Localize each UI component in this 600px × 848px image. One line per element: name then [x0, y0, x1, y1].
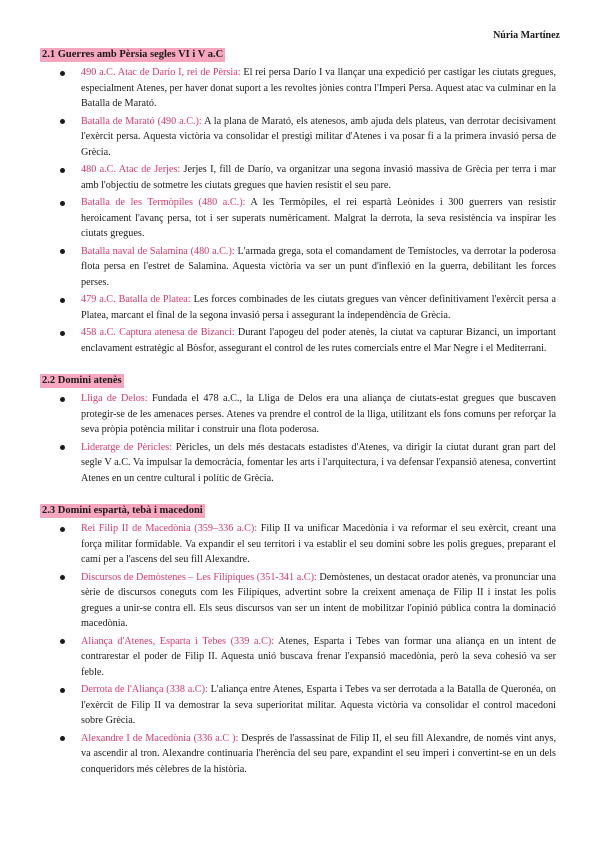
bullet-icon: [60, 575, 65, 580]
item-text: Després de l'assassinat de Filip II, el seu fill Alexandre, de només vint anys, va ascendir al tron. Alexandre continuaria l'herència del seu pare, expandint el seu imperi i convertint-se en un dels conqueridors més cèlebres de la història.: [81, 732, 557, 775]
section-heading: 2.1 Guerres amb Pèrsia segles VI i V a.C: [42, 49, 224, 60]
bullet-icon: [60, 639, 65, 644]
list-item: [81, 440, 556, 487]
bullet-icon: [60, 168, 65, 173]
item-lead: 480 a.C. Atac de Jerjes:: [81, 164, 181, 175]
section-heading: 2.2 Domini atenès: [42, 375, 122, 386]
item-lead: Alexandre I de Macedònia (336 a.C ):: [81, 732, 239, 744]
item-lead: Batalla de Marató (490 a.C.):: [81, 115, 202, 127]
bullet-icon: [60, 119, 65, 124]
section-heading: 2.3 Domini espartà, tebà i macedoni: [42, 505, 203, 516]
list-item: [81, 65, 556, 112]
item-text: Jerjes I, fill de Darío, va organitzar una segona invasió massiva de Grècia per terra i mar amb l'objectiu de sotmetre les ciutats gregues que havien resistit el seu pare.: [81, 164, 556, 191]
item-lead: Rei Filip II de Macedònia (359–336 a.C):: [81, 523, 258, 534]
item-text: A les Termòpiles, el rei espartà Leònides i 300 guerrers van resistir heroicament l'avanç persa, tot i ser superats numèricament. Malgrat la derrota, la seva resistència va inspirar les ciutats gregues.: [81, 197, 556, 239]
section-spartan-theban-macedonian: [40, 500, 556, 777]
item-lead: Lliga de Delos:: [81, 393, 148, 404]
bullet-icon: [60, 298, 65, 303]
list-item: [81, 195, 556, 242]
item-lead: Batalla de les Termòpiles (480 a.C.):: [81, 197, 246, 208]
item-text: A la plana de Marató, els atenesos, amb ajuda dels plateus, van derrotar decisivament l'exèrcit persa. Aquesta victòria va consolidar el prestigi militar d'Atenes i va posar fi a la primera invasió persa de Grècia.: [81, 115, 556, 158]
item-lead: 458 a.C. Captura atenesa de Bizanci:: [81, 327, 235, 338]
list-item: [81, 731, 556, 778]
bullet-icon: [60, 688, 65, 693]
item-text: Fundada el 478 a.C., la Lliga de Delos era una aliança de ciutats-estat gregues que buscaven protegir-se de les amenaces perses. Atenes va prendre el control de la lliga, utilitzant els fons comuns per reforçar la seva pròpia potència militar i construir una flota poderosa.: [81, 393, 556, 435]
bullet-icon: [60, 736, 65, 741]
item-text: L'aliança entre Atenes, Esparta i Tebes va ser derrotada a la Batalla de Queronéa, on l'exèrcit de Filip II va demostrar la seva superioritat militar. Aquesta victòria va consolidar el control macedoni sobre Grècia.: [81, 684, 557, 726]
item-text: L'armada grega, sota el comandament de Temístocles, va derrotar la poderosa flota persa en l'estret de Salamina. Aquesta victòria va ser un punt d'inflexió en la guerra, debilitant les forces perses.: [81, 245, 556, 288]
list-item: [81, 244, 556, 291]
bullet-list: [40, 521, 556, 777]
item-text: Atenes, Esparta i Tebes van formar una aliança en un intent de contrarestar el poder de Filip II. Aquesta unió buscava frenar l'expansió macedònia, però la seva cohesió va ser feble.: [81, 635, 556, 678]
bullet-icon: [60, 71, 65, 76]
list-item: [81, 325, 556, 356]
bullet-icon: [60, 527, 65, 532]
bullet-list: [40, 391, 556, 486]
bullet-icon: [60, 445, 65, 450]
item-lead: 490 a.C. Atac de Darío I, rei de Pèrsia:: [81, 67, 241, 78]
document-body: [40, 44, 556, 791]
item-lead: Discursos de Demòstenes – Les Filípiques (351-341 a.C):: [81, 571, 317, 583]
bullet-list: [40, 65, 556, 356]
item-text: Filip II va unificar Macedònia i va reformar el seu exèrcit, creant una força militar formidable. Va expandir el seu territori i va establir el seu domini sobre les polis gregues, preparant el camí per a l'ascens del seu fill Alexandre.: [81, 523, 556, 565]
item-lead: Lideratge de Pèricles:: [81, 441, 173, 453]
item-text: Demòstenes, un destacat orador atenès, va pronunciar una sèrie de discursos coneguts com les Filípiques, advertint sobre la creixent amenaça de Filip II i instat les polis gregues a unir-se contra ell. Els seus discursos van ser un intent de mobilitzar l'opinió pública contra la dominació macedònia.: [81, 571, 557, 629]
bullet-icon: [60, 201, 65, 206]
list-item: [81, 292, 556, 323]
item-text: Les forces combinades de les ciutats gregues van vèncer definitivament l'exèrcit persa a Platea, marcant el final de la segona invasió persa i assegurant la independència de Grècia.: [81, 294, 556, 321]
list-item: [81, 391, 556, 438]
bullet-icon: [60, 397, 65, 402]
list-item: [81, 114, 556, 161]
item-text: Durant l'apogeu del poder atenès, la ciutat va capturar Bizanci, un important enclavament estratègic al Bòsfor, assegurant el control de les rutes comercials entre el Mar Negre i el Mediterrani.: [81, 327, 556, 354]
item-text: Pèricles, un dels més destacats estadistes d'Atenes, va dirigir la ciutat durant gran part del segle V a.C. Va impulsar la democràcia, fomentar les arts i l'arquitectura, i va defensar l'expansió atenesa, convertint Atenes en un centre cultural i polític de Grècia.: [81, 441, 556, 484]
list-item: [81, 682, 556, 729]
author-name: Núria Martínez: [493, 30, 560, 41]
item-lead: 479 a.C. Batalla de Platea:: [81, 294, 191, 305]
bullet-icon: [60, 331, 65, 336]
section-persian-wars: [40, 44, 556, 356]
section-athenian-domination: [40, 370, 556, 486]
item-lead: Batalla naval de Salamina (480 a.C.):: [81, 245, 235, 257]
list-item: [81, 570, 556, 632]
list-item: [81, 634, 556, 681]
item-lead: Aliança d'Atenes, Esparta i Tebes (339 a.C):: [81, 635, 275, 647]
list-item: [81, 521, 556, 568]
bullet-icon: [60, 249, 65, 254]
item-lead: Derrota de l'Aliança (338 a.C):: [81, 684, 208, 695]
list-item: [81, 162, 556, 193]
item-text: El rei persa Darío I va llançar una expedició per castigar les ciutats gregues, especialment Atenes, per haver donat suport a les revoltes jònies contra l'Imperi Persa. Aquest atac va culminar en la Batalla de Marató.: [81, 67, 556, 109]
